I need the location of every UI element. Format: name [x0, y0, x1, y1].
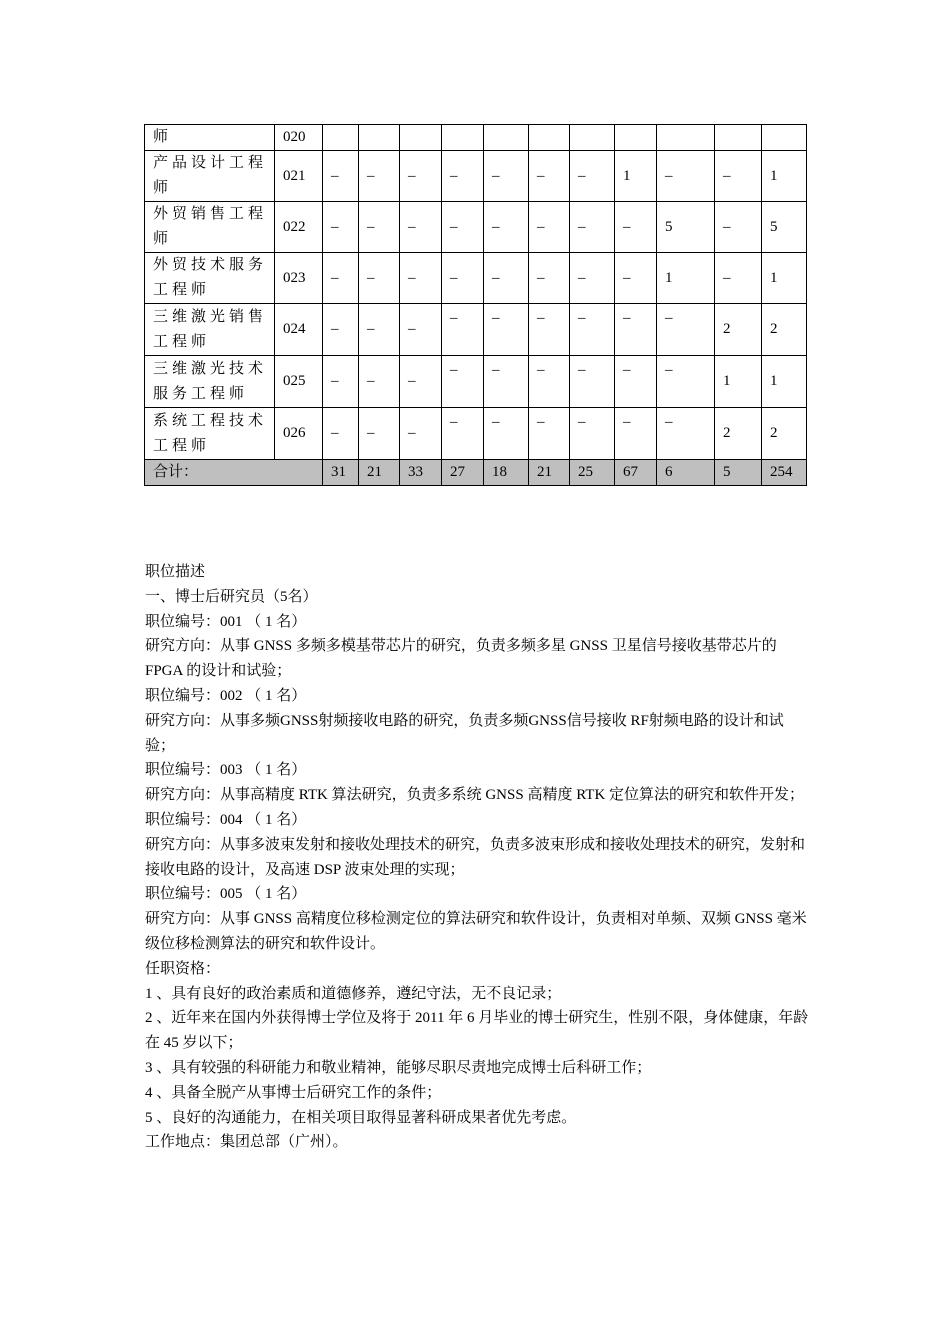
table-cell: – — [442, 304, 484, 356]
table-cell: – — [359, 202, 400, 253]
section-heading: 职位描述 — [145, 564, 206, 580]
table-cell: – — [529, 202, 570, 253]
table-cell: – — [442, 202, 484, 253]
position-name: 三维激光销售工程师 — [145, 304, 275, 356]
table-cell: 1 — [762, 151, 807, 202]
position-name: 系统工程技术工程师 — [145, 408, 275, 460]
total-cell: 67 — [615, 460, 657, 486]
table-cell: – — [570, 304, 615, 356]
table-row — [145, 151, 807, 202]
table-cell: – — [323, 356, 359, 408]
description-line: 3 、具有较强的科研能力和敬业精神，能够尽职尽责地完成博士后科研工作； — [145, 1059, 652, 1076]
table-cell: – — [400, 202, 442, 253]
table-cell: – — [359, 151, 400, 202]
total-cell: 254 — [762, 460, 807, 486]
position-code: 022 — [275, 202, 323, 253]
description-line: 职位编号：005 （ 1 名） — [145, 886, 307, 903]
table-cell: – — [400, 304, 442, 356]
table-row — [145, 202, 807, 253]
total-cell: 6 — [657, 460, 715, 486]
position-code: 023 — [275, 253, 323, 304]
position-name: 师 — [145, 125, 275, 151]
table-cell: 2 — [762, 408, 807, 460]
table-cell: – — [484, 356, 529, 408]
description-line: 研究方向：从事 GNSS 多频多模基带芯片的研究，负责多频多星 GNSS 卫星信号接收基带芯片的 FPGA 的设计和试验； — [145, 638, 777, 680]
table-cell: – — [529, 151, 570, 202]
total-cell: 21 — [359, 460, 400, 486]
table-cell: – — [359, 304, 400, 356]
table-cell: – — [570, 202, 615, 253]
position-name: 三维激光技术服务工程师 — [145, 356, 275, 408]
description-line: 职位编号：002 （ 1 名） — [145, 687, 307, 704]
table-cell: – — [484, 253, 529, 304]
table-cell: 5 — [762, 202, 807, 253]
table-row — [145, 253, 807, 304]
table-cell: – — [323, 151, 359, 202]
table-cell: – — [715, 253, 762, 304]
table-row — [145, 125, 807, 151]
position-code: 024 — [275, 304, 323, 356]
total-cell: 18 — [484, 460, 529, 486]
table-cell: – — [400, 408, 442, 460]
table-cell: 5 — [657, 202, 715, 253]
description-line: 1 、具有良好的政治素质和道德修养，遵纪守法，无不良记录； — [145, 985, 562, 1002]
description-line: 职位编号：004 （ 1 名） — [145, 811, 307, 828]
table-cell: 1 — [715, 356, 762, 408]
table-cell: – — [570, 253, 615, 304]
table-cell: – — [570, 356, 615, 408]
table-cell: – — [323, 253, 359, 304]
table-row — [145, 304, 807, 356]
total-row — [145, 460, 807, 486]
table-cell: – — [529, 356, 570, 408]
table-cell: 1 — [762, 253, 807, 304]
table-cell: – — [657, 304, 715, 356]
table-cell: – — [657, 408, 715, 460]
table-cell: – — [615, 356, 657, 408]
position-code: 021 — [275, 151, 323, 202]
table-cell: – — [442, 356, 484, 408]
table-cell: – — [484, 408, 529, 460]
table-cell: – — [400, 356, 442, 408]
description-line: 研究方向：从事高精度 RTK 算法研究，负责多系统 GNSS 高精度 RTK 定位算法的研究和软件开发； — [145, 787, 805, 804]
table-cell: – — [715, 151, 762, 202]
table-cell: – — [400, 253, 442, 304]
description-line: 2 、近年来在国内外获得博士学位及将于 2011 年 6 月毕业的博士研究生，性别不限，身体健康，年龄在 45 岁以下； — [145, 1010, 809, 1052]
position-name: 产品设计工程师 — [145, 151, 275, 202]
table-cell: – — [323, 202, 359, 253]
table-cell: – — [484, 202, 529, 253]
table-row — [145, 356, 807, 408]
description-line: 研究方向：从事多波束发射和接收处理技术的研究，负责多波束形成和接收处理技术的研究，发射和接收电路的设计，及高速 DSP 波束处理的实现； — [145, 836, 806, 878]
position-code: 026 — [275, 408, 323, 460]
description-line: 研究方向：从事 GNSS 高精度位移检测定位的算法研究和软件设计，负责相对单频、双频 GNSS 毫米级位移检测算法的研究和软件设计。 — [145, 911, 807, 952]
description-line: 4 、具备全脱产从事博士后研究工作的条件； — [145, 1084, 442, 1101]
table-cell: 1 — [657, 253, 715, 304]
table-cell: – — [359, 408, 400, 460]
table-cell: 1 — [615, 151, 657, 202]
table-cell: 1 — [762, 356, 807, 408]
total-cell: 27 — [442, 460, 484, 486]
table-cell: – — [323, 408, 359, 460]
table-row — [145, 408, 807, 460]
table-cell: – — [529, 408, 570, 460]
description-line: 职位编号：001 （ 1 名） — [145, 613, 307, 630]
positions-table — [144, 124, 807, 486]
position-name: 外贸销售工程师 — [145, 202, 275, 253]
description-line: 研究方向：从事多频GNSS射频接收电路的研究，负责多频GNSS信号接收 RF射频电路的设计和试验； — [145, 712, 784, 754]
table-cell: – — [484, 304, 529, 356]
total-cell: 21 — [529, 460, 570, 486]
table-cell: – — [570, 151, 615, 202]
description-line: 一、博士后研究员（5名） — [145, 588, 318, 605]
table-cell: – — [400, 151, 442, 202]
table-cell: – — [657, 356, 715, 408]
total-cell: 25 — [570, 460, 615, 486]
table-cell: – — [529, 253, 570, 304]
table-cell: – — [442, 408, 484, 460]
total-cell: 31 — [323, 460, 359, 486]
table-cell: – — [715, 202, 762, 253]
description-line: 职位编号：003 （ 1 名） — [145, 762, 307, 779]
table-cell: – — [442, 253, 484, 304]
table-cell: 2 — [762, 304, 807, 356]
description-line: 任职资格： — [145, 960, 221, 977]
table-cell: – — [570, 408, 615, 460]
table-cell: – — [442, 151, 484, 202]
table-cell: – — [615, 304, 657, 356]
table-cell: – — [657, 151, 715, 202]
table-cell: – — [615, 202, 657, 253]
table-cell: – — [359, 356, 400, 408]
position-code: 025 — [275, 356, 323, 408]
table-cell: 2 — [715, 408, 762, 460]
job-description — [145, 560, 810, 1155]
table-cell: – — [615, 408, 657, 460]
table-cell: – — [323, 304, 359, 356]
description-line: 5 、良好的沟通能力，在相关项目取得显著科研成果者优先考虑。 — [145, 1109, 577, 1126]
description-line: 工作地点：集团总部（广州）。 — [145, 1134, 348, 1151]
total-cell: 5 — [715, 460, 762, 486]
table-cell: – — [615, 253, 657, 304]
table-cell: – — [484, 151, 529, 202]
position-name: 外贸技术服务工程师 — [145, 253, 275, 304]
total-label: 合计： — [145, 460, 323, 486]
table-cell: 2 — [715, 304, 762, 356]
position-code: 020 — [275, 125, 323, 151]
table-cell: – — [359, 253, 400, 304]
table-cell: – — [529, 304, 570, 356]
total-cell: 33 — [400, 460, 442, 486]
